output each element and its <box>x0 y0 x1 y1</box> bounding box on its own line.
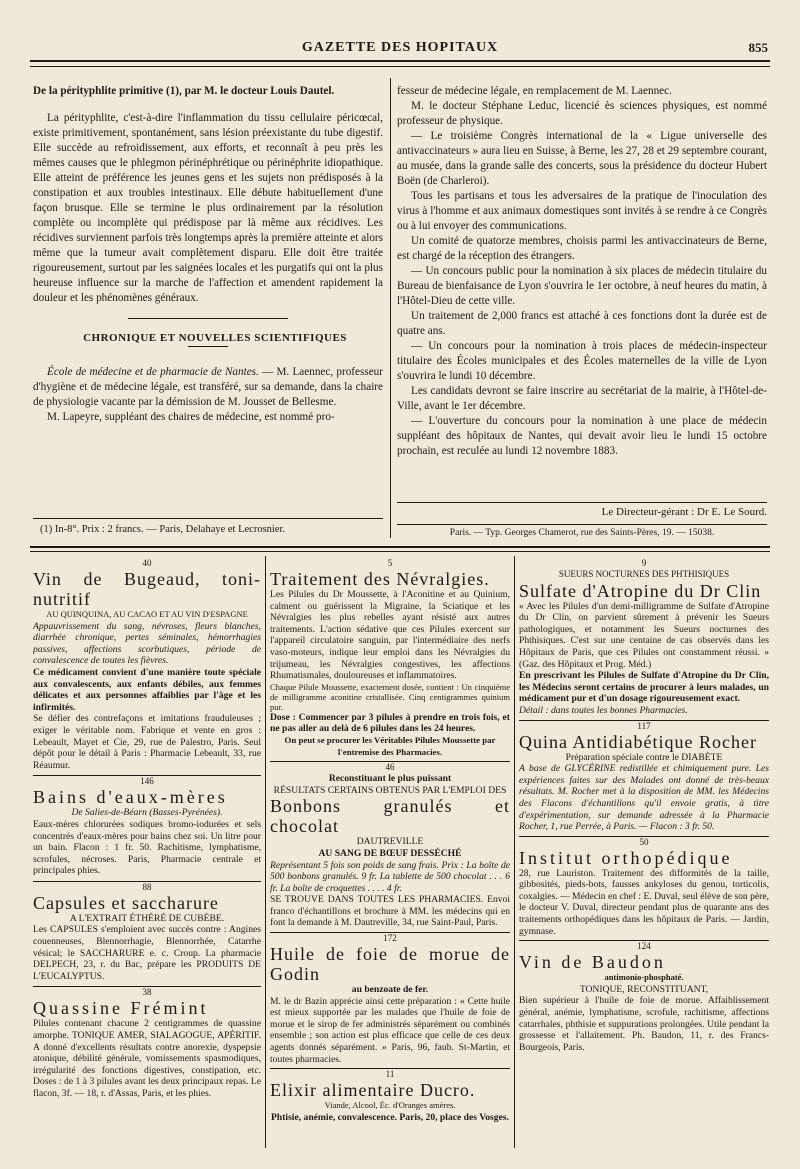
ad-text: Pilules contenant chacune 2 centigrammes de quassine amorphe. TONIQUE AMER, SIALAGOGUE, APÉRITIF. A donné d'excellents résultats contre anorexie, dyspepsie atonique, débilité générale, vomissements spasmodiques, irrégularité des fonctions digestives, constipation, etc. Doses : de 1 à 3 pilules avant les deux principaux repas. Le flacon, 3f. — 18, r. d'Assas, Paris, et les phies. <box>33 1018 261 1099</box>
ad-title-huile: Huile de foie de morue de Godin <box>270 944 510 985</box>
ad-subtitle: De Salies-de-Béarn (Basses-Pyrénées). <box>71 807 223 819</box>
ad-heading: Reconstituant le plus puissant <box>328 773 452 785</box>
news-paragraph: — Un concours public pour la nomination à six places de médecin titulaire du Bureau de bienfaisance de Lyon s'ouvrira le 1er octobre, à neuf heures du matin, à l'Hôtel-Dieu de cette ville. <box>397 265 767 307</box>
divider <box>128 318 288 319</box>
news-paragraph: Les candidats devront se faire inscrire au secrétariat de la mairie, à l'Hôtel-de-Ville, avant le 1er décembre. <box>397 385 767 412</box>
ads-top-rule <box>30 546 770 548</box>
ad-number: 40 <box>142 558 152 568</box>
header-rule <box>30 60 770 62</box>
news-paragraph: Un traitement de 2,000 francs est attaché à ces fonctions dont la durée est de quatre ans. <box>397 310 767 337</box>
ad-text: Se défier des contrefaçons et imitations frauduleuses ; exiger le véritable nom. Fabrique et vente en gros : Lebeault, Mayet et Cie, 29, rue de Palestro, Paris. Seul dépôt pour le détail à Paris : Pharmacie Lebeault, 33, rue Réaumur. <box>33 713 261 771</box>
ad-text: Représentant 5 fois son poids de sang frais. Prix : La boîte de 500 bonbons granulés. 9 fr. La tablette de 500 chocolat . . . 6 fr. La boîte de croquettes . . . . 4 fr. <box>270 859 510 894</box>
ad-number: 9 <box>641 558 647 568</box>
ad-column-2 <box>270 558 510 1148</box>
signature: Le Directeur-gérant : Dr E. Le Sourd. <box>601 506 767 518</box>
ad-subtitle: TONIQUE, RECONSTITUANT, <box>579 983 709 995</box>
ad-number: 88 <box>33 881 261 893</box>
ad-text: Bien supérieur à l'huile de foie de morue. Affaiblissement général, anémie, lymphatisme, scrofule, rachitisme, affections catarrhales, phthisie et suppurations prolongées. Utile pendant la grossesse et l'allaitement. Ph. Baudon, 11, r. des Francs-Bourgeois, Paris. <box>519 995 769 1053</box>
ad-column-1 <box>33 558 261 1148</box>
news-paragraph: — L'ouverture du concours pour la nomination à une place de médecin suppléant des hôpitaux de Nantes, qui devait avoir lieu le lundi 15 octobre prochain, est reculée au lundi 12 novembre 1883. <box>397 415 767 457</box>
ad-number: 38 <box>33 986 261 998</box>
ad-heading: RÉSULTATS CERTAINS OBTENUS PAR L'EMPLOI DES <box>273 784 507 796</box>
column-divider <box>390 78 391 538</box>
ad-text-bold: On peut se procurer les Véritables Pilules Moussette par l'entremise des Pharmacies. <box>284 734 496 757</box>
signature-rule <box>397 502 767 503</box>
ad-number: 5 <box>387 558 393 568</box>
footnote: (1) In-8°. Prix : 2 francs. — Paris, Delahaye et Lecrosnier. <box>40 524 286 535</box>
ad-number: 146 <box>33 775 261 787</box>
ad-title-ducro: Elixir alimentaire Ducro. <box>270 1080 476 1101</box>
ad-text: « Avec les Pilules d'un demi-milligramme de Sulfate d'Atropine du Dr Clin, on parvient sûrement à prévenir les Sueurs pathologiques, et notamment les Sueurs nocturnes des Phthisiques. C'est sur une centaine de cas observés dans les Hôpitaux de Paris, que ces Pilules ont constamment réussi. » (Gaz. des Hôpitaux et Prog. Méd.) <box>519 600 769 670</box>
ad-text: A base de GLYCÉRINE redistillée et chimiquement pure. Les expériences faites sur des Malades ont donné de très-beaux résultats. M. Rocher met à la disposition de MM. les Médecins des Flacons d'échantillons qu'il envoie gratis, à titre d'expérimentation, sur demande adressée à la Pharmacie Rocher, 1, rue Perrée, à Paris. — Flacon : 3 fr. 50. <box>519 763 769 833</box>
ad-text-bold: Dose : Commencer par 3 pilules à prendre en trois fois, et ne pas aller au delà de 6 pilules dans les 24 heures. <box>270 711 510 735</box>
ad-subtitle: AU QUINQUINA, AU CACAO ET AU VIN D'ESPAGNE <box>46 609 248 619</box>
ad-title-bonbons: Bonbons granulés et chocolat <box>270 796 510 837</box>
ads-top-rule-thin <box>30 551 770 552</box>
ad-text: Détail : dans toutes les bonnes Pharmacies. <box>519 704 688 716</box>
ad-number: 46 <box>270 761 510 773</box>
ad-text: Eaux-mères chlorurées sodiques bromo-iodurées et sels concentrés d'eaux-mères pour bains chez soi. Un litre pour un bain. Flacon : 1 fr. 50. Rachitisme, lymphatisme, scrofules, nécroses. Paris, Pharmacie centrale et principales phies. <box>33 818 261 877</box>
ad-text: Les CAPSULES s'emploient avec succès contre : Angines couenneuses, Blennorrhagie, Blennorrhée, Catarrhe vésical; le SACCHARURE e. c. Croup. La pharmacie DELPECH, 23, r. du Bac, prépare les PRODUITS DE L'EUCALYPTUS. <box>33 924 261 982</box>
column-divider <box>514 556 515 1148</box>
footnote-rule <box>33 518 383 519</box>
ad-column-3 <box>519 558 769 1148</box>
ad-subtitle: Préparation spéciale contre le DIABÈTE <box>565 751 723 763</box>
ad-number: 11 <box>270 1068 510 1080</box>
news-paragraph: Tous les partisans et tous les adversaires de la pratique de l'inoculation des virus à l'homme et aux animaux domestiques sont invités à se rendre à ce Congrès ou à lui envoyer des communications. <box>397 190 767 232</box>
ad-side-note: antimonio-phosphaté. <box>604 972 684 983</box>
header-rule-thin <box>30 66 770 67</box>
article-left-column <box>33 84 383 425</box>
ad-title-atropine: Sulfate d'Atropine du Dr Clin <box>519 580 762 601</box>
ad-subtitle: A L'EXTRAIT ÉTHÉRÉ DE CUBÈBE. <box>69 912 225 924</box>
ad-number: 50 <box>519 836 769 848</box>
ad-number: 124 <box>519 940 769 952</box>
article-right-column <box>397 84 767 459</box>
news-paragraph: fesseur de médecine légale, en remplacement de M. Laennec. <box>397 85 672 97</box>
ad-text: SE TROUVE DANS TOUTES LES PHARMACIES. Envoi franco d'échantillons et brochure à MM. les médecins qui en font la demande à M. Dautreville, 34, rue Saint-Paul, Paris. <box>270 894 510 929</box>
ad-number: 117 <box>519 720 769 732</box>
page-number: 855 <box>748 40 768 55</box>
ad-text-bold: En prescrivant les Pilules de Sulfate d'Atropine du Dr Clin, les Médecins seront certains de procurer à leurs malades, un médicament pur et d'un dosage rigoureusement exact. <box>519 670 769 705</box>
ad-heading: SUEURS NOCTURNES DES PHTHISIQUES <box>558 569 730 579</box>
ad-title-nevralgies: Traitement des Névralgies. <box>270 569 490 589</box>
ad-title-institut: Institut orthopédique <box>519 847 733 868</box>
news-paragraph: École de médecine et de pharmacie de Nantes. — M. Laennec, professeur d'hygiène et de médecine légale, est transféré, sur sa demande, dans la chaire de physiologie vacante par la démission de M. Jousset de Bellesme. <box>33 366 383 408</box>
ad-title-bugeaud: Vin de Bugeaud, toni-nutritif <box>33 569 261 609</box>
ad-subtitle: DAUTREVILLE <box>356 836 424 848</box>
ad-text: M. le dr Bazin apprécie ainsi cette préparation : « Cette huile est mieux supportée par les malades que l'huile de foie de morue et le sirop de fer administrés séparément ou combinés ensemble ; son action est plus efficace que celle de ces deux agents donnés séparément. » Paris, 96, faub. St-Martin, et toutes pharmacies. <box>270 995 510 1065</box>
printer-line: Paris. — Typ. Georges Chamerot, rue des Saints-Pères, 19. — 15038. <box>449 528 715 538</box>
ad-title-rocher: Quina Antidiabétique Rocher <box>519 731 757 752</box>
article-title: De la pérityphlite primitive (1), par M. le docteur Louis Dautel. <box>33 85 335 97</box>
news-paragraph: Un comité de quatorze membres, choisis parmi les antivaccinateurs de Berne, est chargé de la réception des étrangers. <box>397 235 767 262</box>
ad-title-baudon: Vin de Baudon <box>519 952 666 973</box>
news-paragraph: — Le troisième Congrès international de la « Ligue universelle des antivaccinateurs » aura lieu en Suisse, à Berne, les 27, 28 et 29 septembre courant, au musée, dans la grande salle des concerts, sous la présidence du docteur Hubert Boën (de Charleroi). <box>397 130 767 187</box>
printer-rule <box>397 524 767 525</box>
news-paragraph: — Un concours pour la nomination à trois places de médecin-inspecteur titulaire des Écoles municipales et des Écoles maternelles de la ville de Lyon s'ouvrira le lundi 10 décembre. <box>397 340 767 382</box>
ad-subtitle: au benzoate de fer. <box>351 984 429 996</box>
news-paragraph: M. le docteur Stéphane Leduc, licencié ès sciences physiques, est nommé professeur de physique. <box>397 100 767 127</box>
ad-title-quassine: Quassine Frémint <box>33 998 209 1019</box>
ad-subtitle: AU SANG DE BŒUF DESSÉCHÉ <box>318 847 462 859</box>
ad-text: 28, rue Lauriston. Traitement des difformités de la taille, gibbosités, pieds-bots, fausses ankyloses du genou, torticolis, coxalgies. — Médecin en chef : E. Duval, seul élève de son père, le docteur V. Duval, directeur pendant plus de quarante ans des traitements orthopédiques dans les hôpitaux de Paris. — Jardin, gymnase. <box>519 867 769 937</box>
ad-side-note: Viande, Alcool, Éc. d'Oranges amères. <box>324 1100 456 1111</box>
ad-title-bains: Bains d'eaux-mères <box>33 787 228 808</box>
ad-text: Phtisie, anémie, convalescence. Paris, 20, place des Vosges. <box>271 1111 509 1123</box>
section-heading: CHRONIQUE ET NOUVELLES SCIENTIFIQUES <box>83 332 347 344</box>
column-divider <box>265 556 266 1148</box>
newspaper-title: GAZETTE DES HOPITAUX <box>301 40 499 55</box>
ad-title-capsules: Capsules et saccharure <box>33 892 219 913</box>
news-paragraph: M. Lapeyre, suppléant des chaires de médecine, est nommé pro- <box>47 411 335 423</box>
ad-number: 172 <box>270 932 510 944</box>
ad-text-small: Chaque Pilule Moussette, exactement dosée, contient : Un cinquième de milligramme aconitine cristallisée. Cinq centigrammes quinium pur. <box>270 681 510 712</box>
divider <box>188 346 228 347</box>
ad-text-bold: Ce médicament convient d'une manière toute spéciale aux convalescents, aux enfants débiles, aux femmes délicates et aux personnes affaiblies par l'âge et les infirmités. <box>33 666 261 713</box>
ad-text: Appauvrissement du sang, névroses, fleurs blanches, diarrhée chronique, pertes séminales, hémorrhagies passives, affections scorbutiques, période de convalescence de toutes les fièvres. <box>33 620 261 667</box>
article-paragraph: La pérityphlite, c'est-à-dire l'inflammation du tissu cellulaire péricœcal, existe primitivement, spontanément, sans lésion préexistante du tube digestif. Elle succède au refroidissement, aux efforts, et reconnaît à peu près les mêmes causes que le phlegmon périnéphrétique ou périnéphrite idiopathique. Elle atteint de préférence les jeunes gens et les sujets non prédisposés à la constipation et aux troubles intestinaux. Elle débute habituellement d'une façon brusque. Elle se termine le plus ordinairement par la résolution complète ou incomplète qui prédispose par là même aux récidives. Les récidives surviennent parfois très longtemps après la première atteinte et alors même que la tumeur avait complètement disparu. Elle doit être traitée rigoureusement, surtout par les saignées locales et les purgatifs qui ont la plus heureuse influence sur la marche de l'affection et amendent rapidement la douleur et les phénomènes généraux. <box>33 112 383 304</box>
ad-text: Les Pilules du Dr Moussette, à l'Aconitine et au Quinium, calment ou guérissent la Migraine, la Sciatique et les Névralgies les plus rebelles ayant résisté aux autres traitements. L'action sédative que ces Pilules exercent sur l'appareil circulatoire sanguin, par l'intermédiaire des nerfs vaso-moteurs, indique leur emploi dans les Névralgies du trijumeau, les Névralgies congestives, les affections Rhumatismales, douloureuses et inflammatoires. <box>270 589 510 682</box>
